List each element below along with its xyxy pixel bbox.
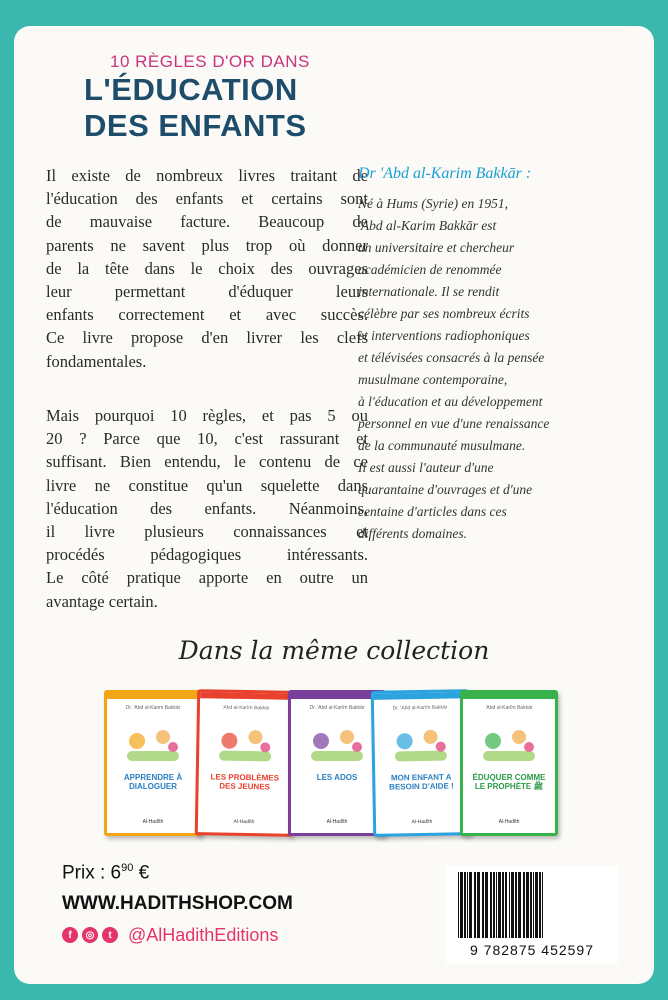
bio-line: académicien de renommée xyxy=(358,262,502,277)
barcode-bar xyxy=(485,872,488,938)
barcode-bar xyxy=(467,872,468,938)
book-illustration xyxy=(301,719,373,767)
text-line: parents ne savent plus trop où donner xyxy=(46,235,368,255)
bio-line: à l'éducation et au développement xyxy=(358,394,543,409)
barcode-bar xyxy=(511,872,514,938)
bio-line: centaine d'articles dans ces xyxy=(358,504,507,519)
isbn-barcode xyxy=(446,866,618,964)
summary-paragraph-1 xyxy=(46,164,368,373)
facebook-icon[interactable]: f xyxy=(62,927,78,943)
author-bio xyxy=(358,193,606,545)
text-line: de la tête dans le choix des ouvrages xyxy=(46,258,368,278)
book-title: MON ENFANT A BESOIN D'AIDE ! xyxy=(389,772,454,792)
bio-line: célèbre par ses nombreux écrits xyxy=(358,306,530,321)
barcode-bar xyxy=(460,872,463,938)
book-publisher: Al-Hadîth xyxy=(142,819,164,825)
barcode-bar xyxy=(496,872,497,938)
book-title: LES PROBLÈMES DES JEUNES xyxy=(210,772,280,792)
bio-line: différents domaines. xyxy=(358,526,467,541)
book-illustration xyxy=(117,719,189,767)
book-illustration xyxy=(209,718,282,767)
book-publisher: Al-Hadîth xyxy=(233,818,255,826)
book-author: 'Abd al-Karîm Bakkār xyxy=(485,705,533,711)
bio-line: Né à Hums (Syrie) en 1951, xyxy=(358,196,508,211)
price xyxy=(62,862,149,884)
text-line: livre ne constitue qu'un squelette dans xyxy=(46,475,368,495)
barcode-bar xyxy=(502,872,504,938)
barcode-bar xyxy=(530,872,532,938)
bio-line: quarantaine d'ouvrages et d'une xyxy=(358,482,533,497)
book-illustration xyxy=(473,719,545,767)
book-band xyxy=(291,693,383,699)
text-line: suffisant. Bien entendu, le contenu de ce xyxy=(46,452,368,472)
isbn-number: 9 782875 452597 xyxy=(470,942,594,958)
barcode-bar xyxy=(542,872,543,938)
text-line: avantage certain. xyxy=(46,591,158,611)
social-handle[interactable]: @AlHadithEditions xyxy=(128,924,279,945)
book-subtitle: 10 RÈGLES D'OR DANS xyxy=(110,52,310,71)
book-illustration xyxy=(384,718,457,767)
barcode-bar xyxy=(498,872,501,938)
text-line: Le côté pratique apporte en outre un xyxy=(46,568,368,588)
barcode-bar xyxy=(493,872,495,938)
bio-line: internationale. Il se rendit xyxy=(358,284,500,299)
book-author: Dr. 'Abd al-Karim Bakkār xyxy=(125,705,181,711)
collection-book[interactable] xyxy=(195,689,296,837)
social-links xyxy=(62,924,278,946)
bio-line: personnel en vue d'une renaissance xyxy=(358,416,550,431)
barcode-bar xyxy=(464,872,466,938)
bio-line: 'Abd al-Karim Bakkār est xyxy=(358,218,497,233)
price-cents: 90 xyxy=(121,862,134,874)
bio-line: de la communauté musulmane. xyxy=(358,438,526,453)
price-label: Prix : 6 xyxy=(62,862,122,884)
book-author: Dr. 'Abd al-Karîm Bakkār xyxy=(392,704,448,712)
summary-paragraph-2 xyxy=(46,404,368,613)
barcode-bar xyxy=(477,872,480,938)
book-title: LES ADOS xyxy=(316,773,358,782)
book-author: Dr. 'Abd al-Karîm Bakkār xyxy=(309,705,365,711)
book-title: APPRENDRE À DIALOGUER xyxy=(123,773,183,791)
text-line: enfants correctement et avec succès. xyxy=(46,305,368,325)
text-line: 20 ? Parce que 10, c'est rassurant et xyxy=(46,429,368,449)
text-line: Ce livre propose d'en livrer les clefs xyxy=(46,328,368,348)
barcode-bar xyxy=(533,872,534,938)
collection-heading: Dans la même collection xyxy=(178,636,490,665)
barcode-bar xyxy=(458,872,459,938)
barcode-bar xyxy=(535,872,538,938)
text-line: de mauvaise facture. Beaucoup de xyxy=(46,212,368,232)
book-band xyxy=(200,692,292,700)
barcode-bar xyxy=(474,872,476,938)
barcode-bar xyxy=(523,872,525,938)
text-line: Mais pourquoi 10 règles, et pas 5 ou xyxy=(46,406,368,425)
book-title-line-2: DES ENFANTS xyxy=(84,108,307,143)
book-title-line-1: L'ÉDUCATION xyxy=(84,72,298,107)
collection-book[interactable] xyxy=(460,690,558,836)
bio-line: un universitaire et chercheur xyxy=(358,240,515,255)
barcode-bar xyxy=(518,872,521,938)
text-line: procédés pédagogiques intéressants. xyxy=(46,545,368,565)
twitter-icon[interactable]: t xyxy=(102,927,118,943)
text-line: leur permettant d'éduquer leurs xyxy=(46,282,368,302)
book-author: 'Abd al-Karîm Bakkār xyxy=(222,704,270,712)
book-publisher: Al-Hadîth xyxy=(326,819,348,825)
book-band xyxy=(463,693,555,699)
price-currency: € xyxy=(133,862,150,884)
bio-line: et télévisées consacrés à la pensée xyxy=(358,350,545,365)
instagram-icon[interactable]: ◎ xyxy=(82,927,98,943)
barcode-bars xyxy=(454,872,610,940)
barcode-bar xyxy=(505,872,507,938)
collection-books xyxy=(0,680,668,850)
barcode-bar xyxy=(539,872,541,938)
barcode-bar xyxy=(509,872,510,938)
text-line: Il existe de nombreux livres traitant de xyxy=(46,166,368,185)
collection-book[interactable] xyxy=(371,689,472,837)
barcode-bar xyxy=(515,872,517,938)
bio-line: Il est aussi l'auteur d'une xyxy=(358,460,494,475)
barcode-bar xyxy=(526,872,529,938)
barcode-bar xyxy=(490,872,492,938)
bio-line: et interventions radiophoniques xyxy=(358,328,530,343)
text-line: l'éducation des enfants et certains sont xyxy=(46,189,368,209)
book-publisher: Al-Hadîth xyxy=(498,819,520,825)
book-band xyxy=(107,693,199,699)
collection-book[interactable] xyxy=(104,690,202,836)
book-publisher: Al-Hadîth xyxy=(411,818,433,826)
author-name: Dr 'Abd al-Karim Bakkār : xyxy=(358,165,532,182)
barcode-bar xyxy=(482,872,484,938)
text-line: l'éducation des enfants. Néanmoins, xyxy=(46,498,368,518)
barcode-bar xyxy=(469,872,472,938)
book-band xyxy=(374,692,466,700)
text-line: il livre plusieurs connaissances et xyxy=(46,522,368,542)
text-line: fondamentales. xyxy=(46,351,147,371)
bio-line: musulmane contemporaine, xyxy=(358,372,508,387)
book-title: ÉDUQUER COMME LE PROPHÈTE ﷺ xyxy=(472,773,546,791)
website-link[interactable]: WWW.HADITHSHOP.COM xyxy=(62,893,293,914)
